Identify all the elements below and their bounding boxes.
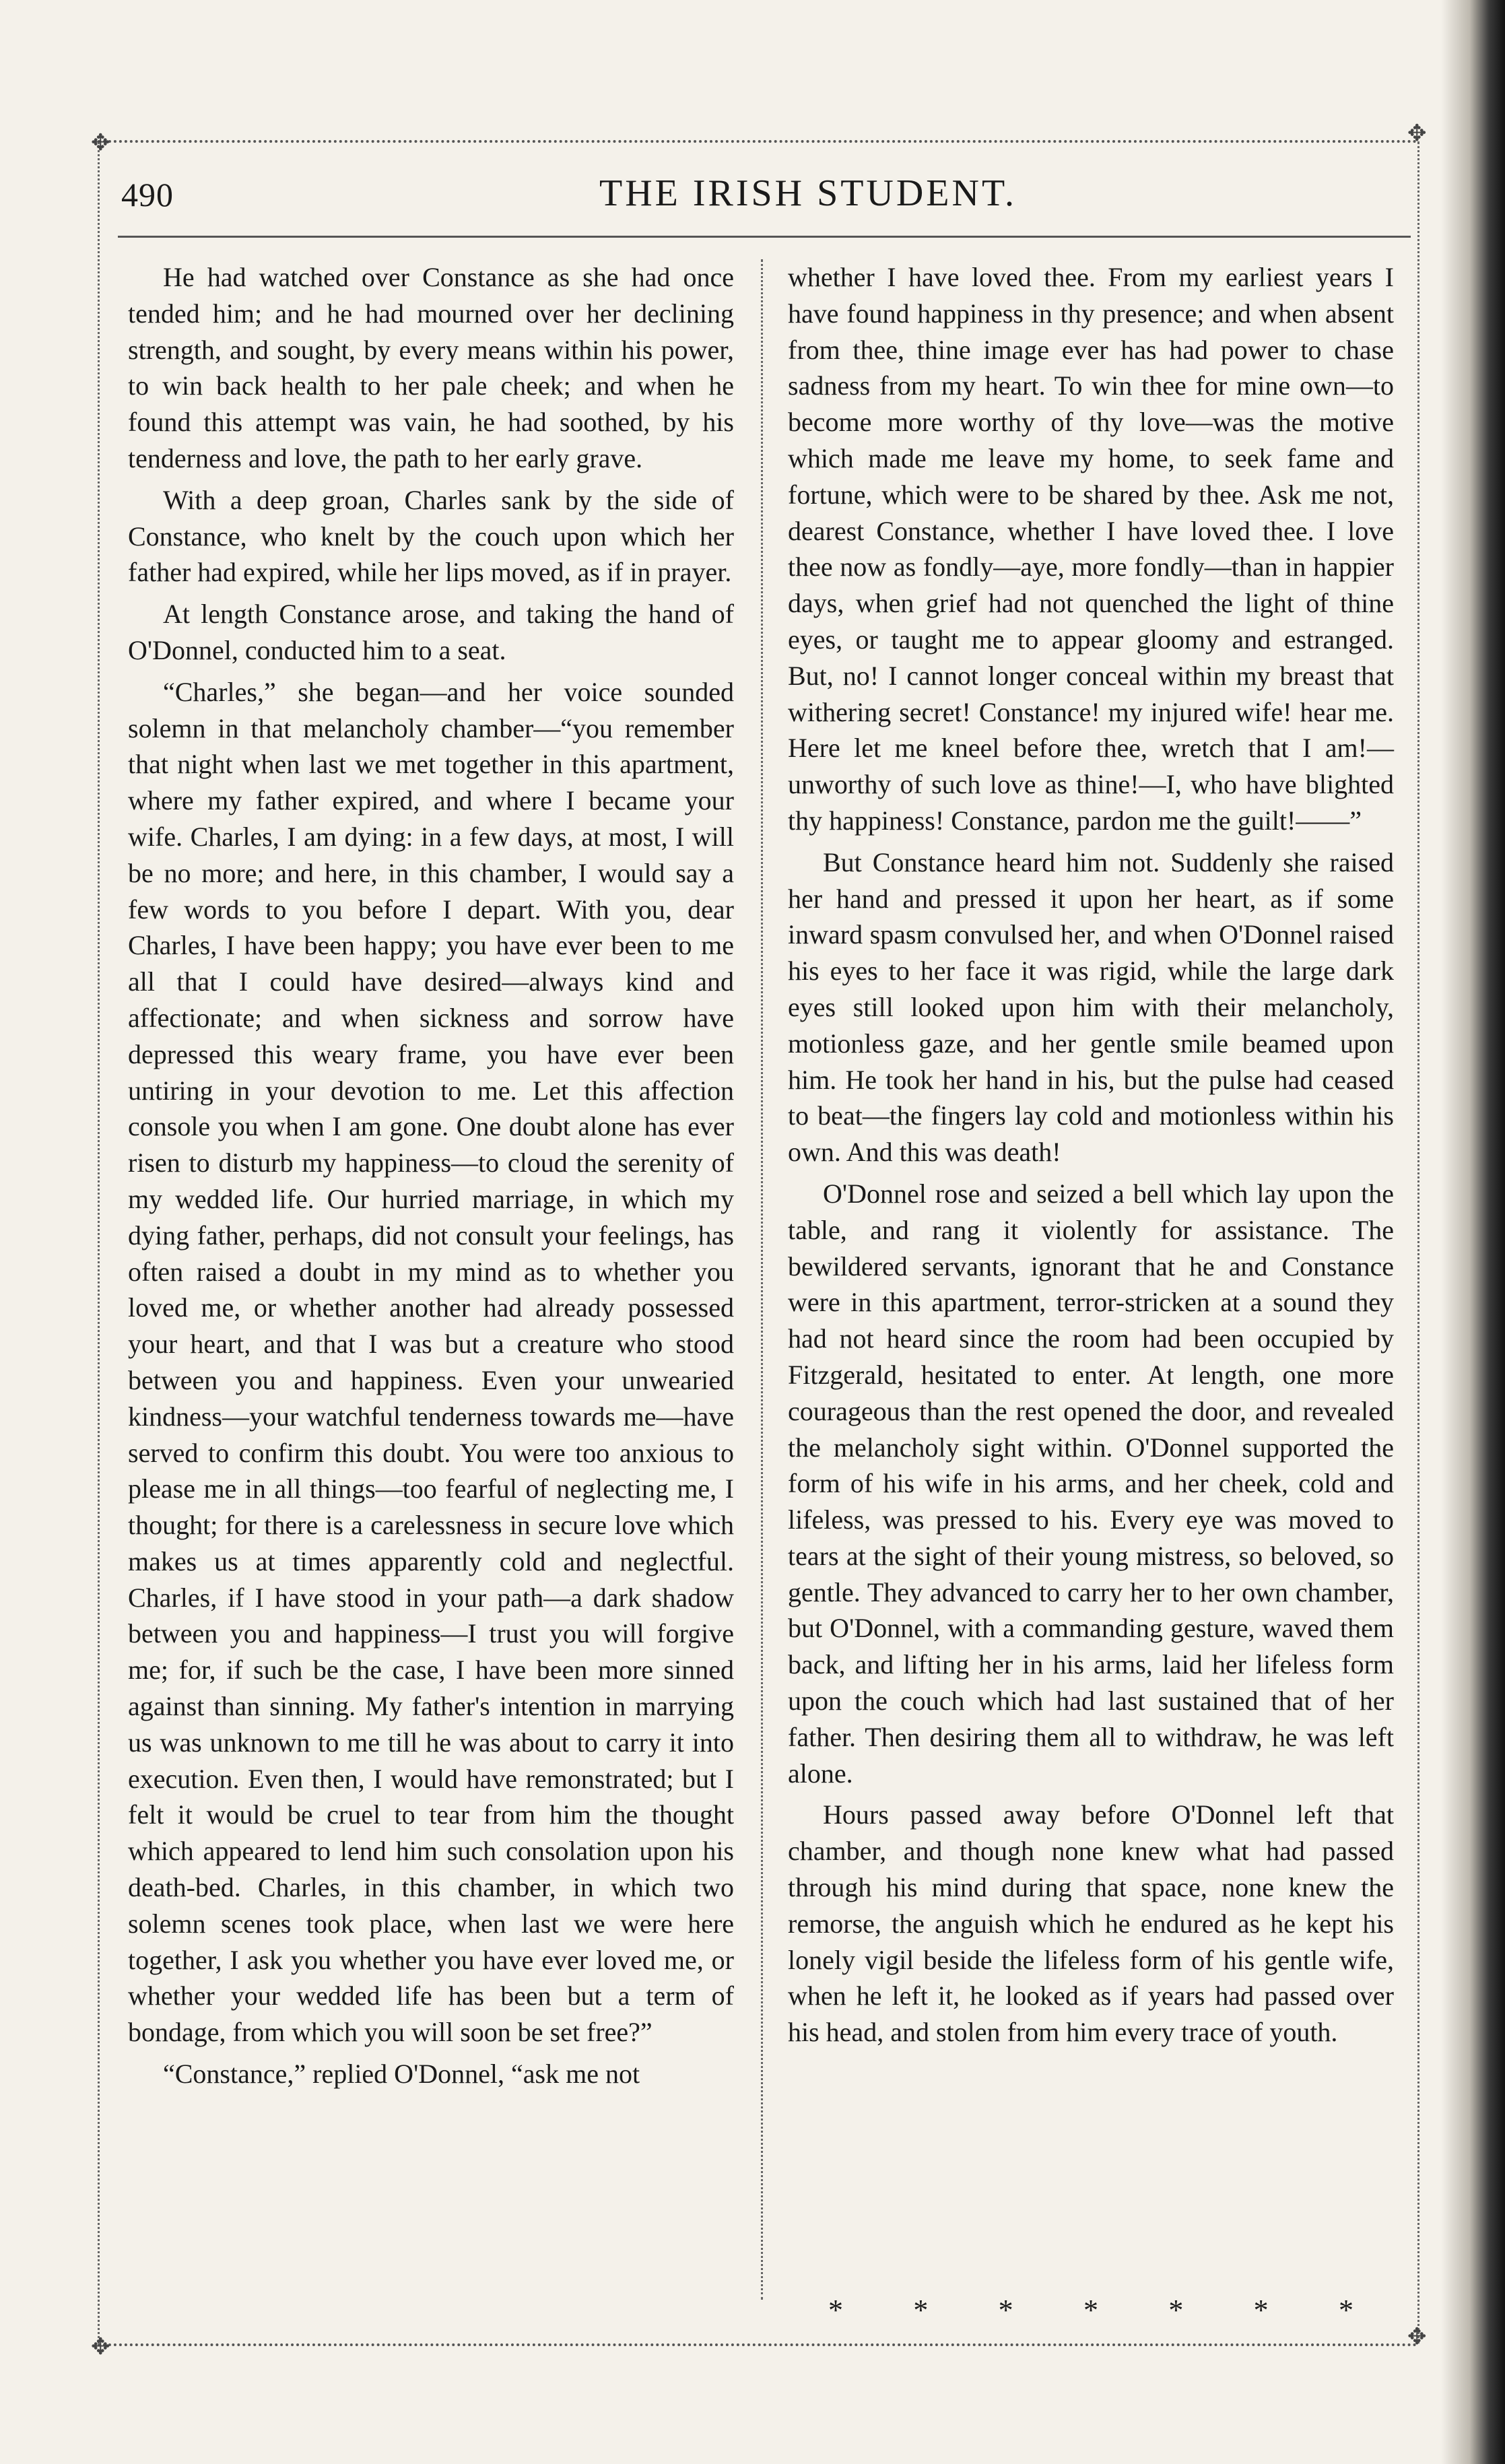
paragraph: With a deep groan, Charles sank by the side of Constance, who knelt by the couch upon which her father had expired, while her lips moved, as if in prayer. bbox=[128, 484, 734, 588]
corner-ornament-bottom-right: ✥ bbox=[1407, 2325, 1427, 2350]
section-break-star: * bbox=[1083, 2294, 1098, 2327]
section-break-star: * bbox=[828, 2294, 843, 2327]
left-column bbox=[128, 259, 734, 2098]
paragraph: “Constance,” replied O'Donnel, “ask me not bbox=[163, 2059, 640, 2090]
top-ornamental-rule bbox=[98, 140, 1417, 143]
paragraph: “Charles,” she began—and her voice sounded solemn in that melancholy chamber—“you remember that night when last we met together in this apartment, where my father expired, and where I became your wife. Charles, I am dying: in a few days, at most, I will be no more; and here, in this chamber, I would say a few words to you before I depart. With you, dear Charles, I have been happy; you have ever been to me all that I could have desired—always kind and affectionate; and when sickness and sorrow have depressed this weary frame, you have ever been untiring in your devotion to me. Let this affection console you when I am gone. One doubt alone has ever risen to disturb my happiness—to cloud the serenity of my wedded life. Our hurried marriage, in which my dying father, perhaps, did not consult your feelings, has often raised a doubt in my mind as to whether you loved me, or whether another had already possessed your heart, and that I was but a creature who stood between you and happiness. Even your unwearied kindness—your watchful tenderness towards me—have served to confirm this doubt. You were too anxious to please me in all things—too fearful of neglecting me, I thought; for there is a carelessness in secure love which makes us at times apparently cold and neglectful. Charles, if I have stood in your path—a dark shadow between you and happiness—I trust you will forgive me; for, if such be the case, I have been more sinned against than sinning. My father's intention in marrying us was unknown to me till he was about to carry it into execution. Even then, I would have remonstrated; but I felt it would be cruel to tear from him the thought which appeared to lend him such consolation upon his death-bed. Charles, in this chamber, in which two solemn scenes took place, when last we were here together, I ask you whether you have ever loved me, or whether your wedded life has been but a term of bondage, from which you will soon be set free?” bbox=[128, 676, 734, 2048]
header-rule bbox=[118, 236, 1411, 238]
running-title: THE IRISH STUDENT. bbox=[599, 172, 1017, 214]
corner-ornament-top-right: ✥ bbox=[1407, 121, 1427, 146]
section-break bbox=[828, 2293, 1353, 2327]
paragraph: Hours passed away before O'Donnel left that chamber, and though none knew what had passed through his mind during that space, none knew the remorse, the anguish which he endured as he kept his lonely vigil beside the lifeless form of his gentle wife, when he left it, he looked as if years had passed over his head, and stolen from him every trace of youth. bbox=[788, 1799, 1394, 2048]
paragraph: But Constance heard him not. Suddenly she raised her hand and pressed it upon her heart, as if some inward spasm convulsed her, and when O'Donnel raised his eyes to her face it was rigid, while the large dark eyes still looked upon him with their melancholy, motionless gaze, and her gentle smile beamed upon him. He took her hand in his, but the pulse had ceased to beat—the fingers lay cold and motionless within his own. And this was death! bbox=[788, 846, 1394, 1168]
paragraph: At length Constance arose, and taking the hand of O'Donnel, conducted him to a seat. bbox=[128, 599, 734, 665]
right-border-rule bbox=[1417, 141, 1419, 2343]
right-column bbox=[788, 259, 1394, 2056]
page-number: 490 bbox=[121, 176, 174, 213]
paragraph: He had watched over Constance as she had once tended him; and he had mourned over her declining strength, and sought, by every means within his power, to win back health to her pale cheek; and when he found this attempt was vain, he had soothed, by his tenderness and love, the path to her early grave. bbox=[128, 262, 734, 473]
section-break-star: * bbox=[1253, 2294, 1269, 2327]
corner-ornament-bottom-left: ✥ bbox=[91, 2335, 110, 2360]
column-divider bbox=[761, 259, 763, 2300]
paragraph-continued: whether I have loved thee. From my earliest years I have found happiness in thy presence; and when absent from thee, thine image ever has had power to chase sadness from my heart. To win thee for mine own—to become more worthy of thy love—was the motive which made me leave my home, to seek fame and fortune, which were to be shared by thee. Ask me not, dearest Constance, whether I have loved thee. I love thee now as fondly—aye, more fondly—than in happier days, when grief had not quenched the light of thine eyes, or taught me to appear gloomy and estranged. But, no! I cannot longer conceal within my breast that withering secret! Constance! my injured wife! hear me. Here let me kneel before thee, wretch that I am!—unworthy of such love as thine!—I, who have blighted thy happiness! Constance, pardon me the guilt!——” bbox=[788, 262, 1394, 836]
paragraph: O'Donnel rose and seized a bell which lay upon the table, and rang it violently for assistance. The bewildered servants, ignorant that he and Constance were in this apartment, terror-stricken at a sound they had not heard since the room had been occupied by Fitzgerald, hesitated to enter. At length, one more courageous than the rest opened the door, and revealed the melancholy sight within. O'Donnel supported the form of his wife in his arms, and her cheek, cold and lifeless, was pressed to his. Every eye was moved to tears at the sight of their young mistress, so beloved, so gentle. They advanced to carry her to her own chamber, but O'Donnel, with a commanding gesture, waved them back, and lifting her in his arms, laid her lifeless form upon the couch which had last sustained that of her father. Then desiring them all to withdraw, he was left alone. bbox=[788, 1178, 1394, 1789]
section-break-star: * bbox=[913, 2294, 929, 2327]
bottom-ornamental-rule bbox=[98, 2343, 1417, 2346]
section-break-star: * bbox=[1168, 2294, 1184, 2327]
corner-ornament-top-left: ✥ bbox=[91, 131, 110, 156]
section-break-star: * bbox=[1338, 2294, 1353, 2327]
section-break-star: * bbox=[998, 2294, 1013, 2327]
left-border-rule bbox=[98, 141, 100, 2343]
page-binding-shadow bbox=[1441, 0, 1505, 2464]
